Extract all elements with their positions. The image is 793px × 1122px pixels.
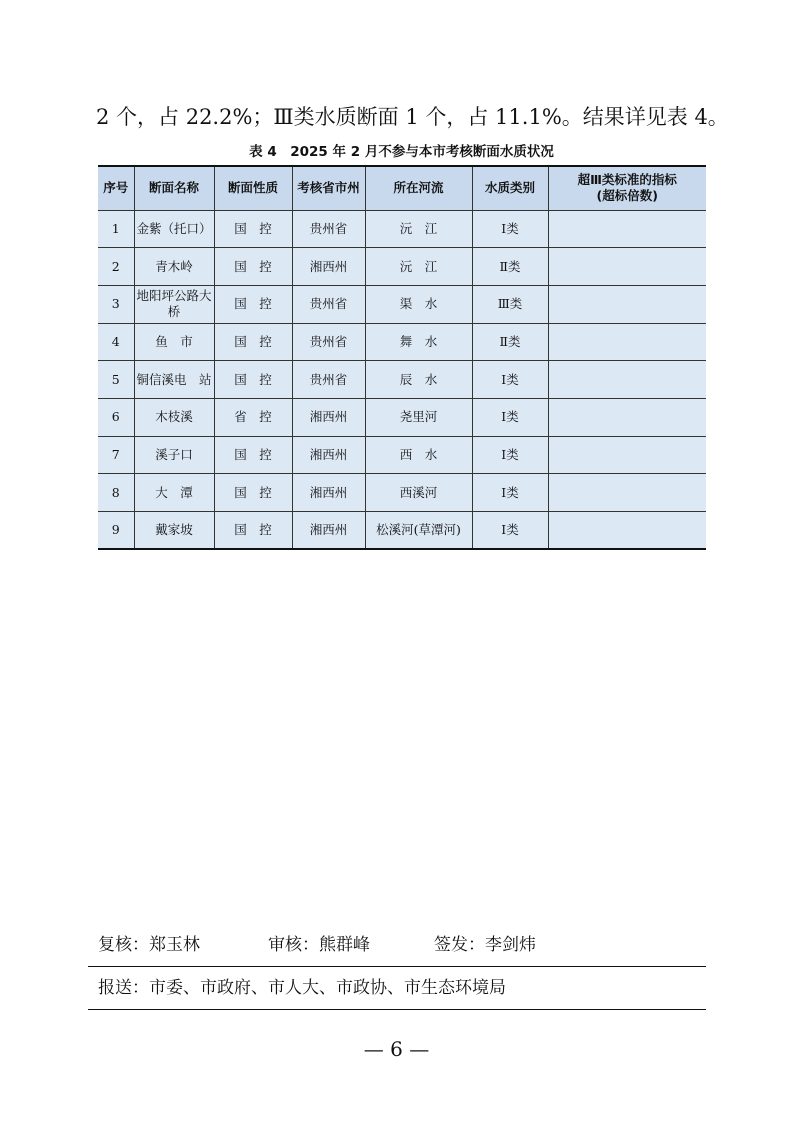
header-province: 考核省市州 bbox=[292, 166, 365, 210]
cell-exceed bbox=[548, 474, 706, 512]
cell-section-nature: 国 控 bbox=[214, 323, 292, 361]
cell-river: 辰 水 bbox=[365, 361, 472, 399]
cell-exceed bbox=[548, 285, 706, 323]
cell-province: 湘西州 bbox=[292, 398, 365, 436]
cell-section-name: 青木岭 bbox=[134, 248, 214, 286]
page-number: — 6 — bbox=[363, 1037, 430, 1061]
table-row bbox=[98, 323, 706, 361]
cell-province: 湘西州 bbox=[292, 512, 365, 550]
header-water-class: 水质类别 bbox=[472, 166, 548, 210]
cell-water-class: Ⅰ类 bbox=[472, 436, 548, 474]
cell-exceed bbox=[548, 323, 706, 361]
table-row bbox=[98, 285, 706, 323]
table-row bbox=[98, 361, 706, 399]
water-quality-table bbox=[98, 165, 706, 550]
cell-province: 贵州省 bbox=[292, 285, 365, 323]
cell-water-class: Ⅱ类 bbox=[472, 323, 548, 361]
cell-river: 西溪河 bbox=[365, 474, 472, 512]
cell-river: 松溪河(草潭河) bbox=[365, 512, 472, 550]
reviewer: 复核：郑玉林 bbox=[98, 935, 200, 955]
cell-section-name: 鱼 市 bbox=[134, 323, 214, 361]
cell-river: 西 水 bbox=[365, 436, 472, 474]
cell-section-name: 木枝溪 bbox=[134, 398, 214, 436]
table-row bbox=[98, 474, 706, 512]
table-row bbox=[98, 398, 706, 436]
cell-province: 贵州省 bbox=[292, 323, 365, 361]
cell-river: 沅 江 bbox=[365, 248, 472, 286]
header-seq: 序号 bbox=[98, 166, 134, 210]
intro-paragraph: 2 个，占 22.2%；Ⅲ类水质断面 1 个，占 11.1%。结果详见表 4。 bbox=[96, 105, 729, 129]
cell-water-class: Ⅲ类 bbox=[472, 285, 548, 323]
table-row bbox=[98, 248, 706, 286]
header-section-nature: 断面性质 bbox=[214, 166, 292, 210]
auditor: 审核：熊群峰 bbox=[268, 935, 370, 955]
distribution-list: 报送：市委、市政府、市人大、市政协、市生态环境局 bbox=[98, 978, 506, 998]
cell-section-nature: 国 控 bbox=[214, 436, 292, 474]
header-section-name: 断面名称 bbox=[134, 166, 214, 210]
cell-section-name: 溪子口 bbox=[134, 436, 214, 474]
cell-section-nature: 国 控 bbox=[214, 248, 292, 286]
cell-water-class: Ⅰ类 bbox=[472, 361, 548, 399]
issuer: 签发：李剑炜 bbox=[434, 935, 536, 955]
cell-section-nature: 国 控 bbox=[214, 361, 292, 399]
cell-section-name: 戴家坡 bbox=[134, 512, 214, 550]
cell-section-nature: 省 控 bbox=[214, 398, 292, 436]
cell-river: 尧里河 bbox=[365, 398, 472, 436]
cell-province: 湘西州 bbox=[292, 248, 365, 286]
cell-seq: 6 bbox=[98, 398, 134, 436]
cell-province: 湘西州 bbox=[292, 436, 365, 474]
header-exceed bbox=[548, 166, 706, 210]
cell-section-nature: 国 控 bbox=[214, 474, 292, 512]
cell-section-nature: 国 控 bbox=[214, 512, 292, 550]
cell-seq: 7 bbox=[98, 436, 134, 474]
cell-water-class: Ⅱ类 bbox=[472, 248, 548, 286]
cell-exceed bbox=[548, 361, 706, 399]
cell-province: 湘西州 bbox=[292, 474, 365, 512]
cell-seq: 2 bbox=[98, 248, 134, 286]
cell-section-nature: 国 控 bbox=[214, 285, 292, 323]
cell-section-name: 铜信溪电 站 bbox=[134, 361, 214, 399]
cell-river: 渠 水 bbox=[365, 285, 472, 323]
cell-water-class: Ⅰ类 bbox=[472, 512, 548, 550]
divider-top bbox=[88, 966, 706, 967]
cell-water-class: Ⅰ类 bbox=[472, 474, 548, 512]
cell-section-nature: 国 控 bbox=[214, 210, 292, 248]
cell-exceed bbox=[548, 210, 706, 248]
cell-river: 沅 江 bbox=[365, 210, 472, 248]
cell-seq: 1 bbox=[98, 210, 134, 248]
table-row bbox=[98, 512, 706, 550]
cell-seq: 3 bbox=[98, 285, 134, 323]
header-river: 所在河流 bbox=[365, 166, 472, 210]
header-exceed-line2: (超标倍数) bbox=[596, 188, 658, 204]
table-header-row bbox=[98, 166, 706, 210]
cell-exceed bbox=[548, 512, 706, 550]
cell-province: 贵州省 bbox=[292, 361, 365, 399]
cell-seq: 9 bbox=[98, 512, 134, 550]
cell-seq: 5 bbox=[98, 361, 134, 399]
cell-section-name: 金紫（托口） bbox=[134, 210, 214, 248]
cell-water-class: Ⅰ类 bbox=[472, 210, 548, 248]
cell-seq: 8 bbox=[98, 474, 134, 512]
table-caption: 表 4 2025 年 2 月不参与本市考核断面水质状况 bbox=[249, 144, 554, 160]
cell-seq: 4 bbox=[98, 323, 134, 361]
signature-line bbox=[98, 932, 658, 958]
cell-exceed bbox=[548, 398, 706, 436]
cell-province: 贵州省 bbox=[292, 210, 365, 248]
table-row bbox=[98, 210, 706, 248]
header-exceed-line1: 超Ⅲ类标准的指标 bbox=[577, 172, 677, 188]
cell-section-name: 地阳坪公路大桥 bbox=[134, 285, 214, 323]
divider-bottom bbox=[88, 1009, 706, 1010]
cell-water-class: Ⅰ类 bbox=[472, 398, 548, 436]
cell-exceed bbox=[548, 248, 706, 286]
table-row bbox=[98, 436, 706, 474]
cell-section-name: 大 潭 bbox=[134, 474, 214, 512]
cell-exceed bbox=[548, 436, 706, 474]
cell-river: 舞 水 bbox=[365, 323, 472, 361]
